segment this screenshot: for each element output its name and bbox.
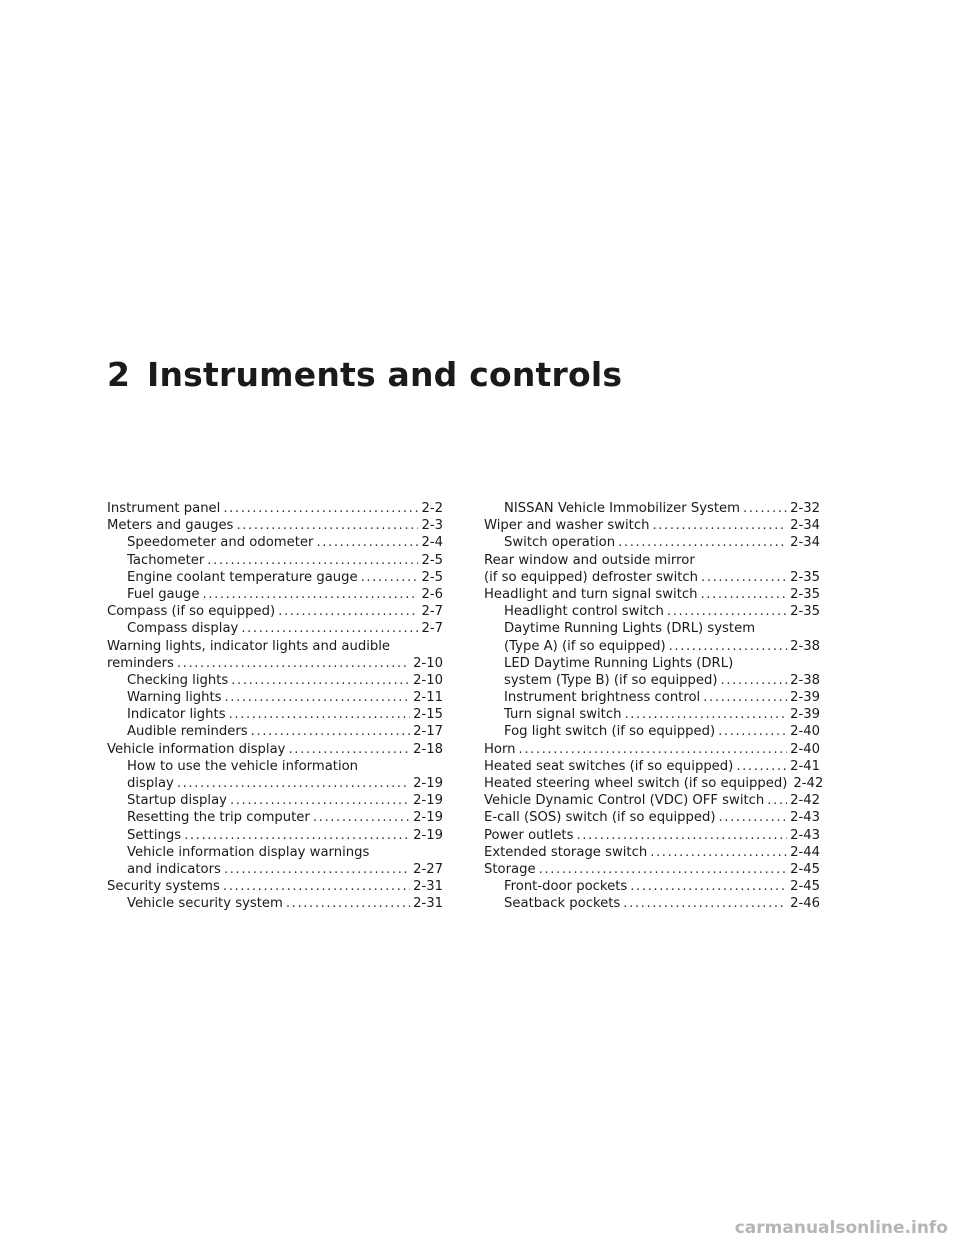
dot-leader: [743, 500, 787, 517]
toc-entry-page: 2-31: [413, 879, 443, 895]
dot-leader: [223, 878, 410, 895]
dot-leader: [313, 809, 410, 826]
toc-entry-page: 2-45: [790, 879, 820, 895]
toc-entry-page: 2-41: [790, 758, 820, 774]
toc-entry-prefix: LED Daytime Running Lights (DRL): [504, 655, 734, 671]
toc-entry[interactable]: [484, 500, 820, 517]
dot-leader: [286, 895, 410, 912]
toc-entry-title: E-call (SOS) switch (if so equipped): [484, 810, 716, 826]
dot-leader: [278, 603, 418, 620]
toc-entry[interactable]: [484, 672, 820, 689]
toc-entry[interactable]: [107, 809, 443, 826]
toc-entry[interactable]: [484, 895, 820, 912]
toc-entry-title: Indicator lights: [127, 707, 226, 723]
toc-entry-page: 2-35: [790, 604, 820, 620]
toc-entry[interactable]: [484, 603, 820, 620]
dot-leader: [224, 861, 410, 878]
toc-left-column: [107, 500, 443, 913]
dot-leader: [618, 534, 787, 551]
toc-entry-title: Compass display: [127, 621, 239, 637]
dot-leader: [241, 620, 418, 637]
toc-entry-page: 2-7: [421, 604, 443, 620]
toc-entry-title: Turn signal switch: [504, 707, 622, 723]
toc-entry-page: 2-10: [413, 655, 443, 671]
toc-entry-title: Vehicle Dynamic Control (VDC) OFF switch: [484, 793, 765, 809]
toc-entry-title: Heated steering wheel switch (if so equipped): [484, 776, 788, 792]
toc-entry[interactable]: [484, 844, 820, 861]
toc-entry-prefix: How to use the vehicle information: [127, 758, 359, 774]
toc-entry[interactable]: [107, 741, 443, 758]
toc-right-column: [484, 500, 824, 913]
dot-leader: [225, 689, 411, 706]
toc-entry-page: 2-3: [421, 518, 443, 534]
toc-entry-title: Fog light switch (if so equipped): [504, 724, 716, 740]
toc-entry-title: Vehicle security system: [127, 896, 283, 912]
toc-entry-title: Seatback pockets: [504, 896, 621, 912]
toc-entry[interactable]: [107, 500, 443, 517]
toc-entry-page: 2-31: [413, 896, 443, 912]
toc-entry-title: Instrument panel: [107, 501, 221, 516]
toc-entry-page: 2-39: [790, 690, 820, 706]
toc-entry-page: 2-19: [413, 793, 443, 809]
dot-leader: [721, 672, 788, 689]
dot-leader: [316, 534, 418, 551]
toc-entry-page: 2-7: [421, 621, 443, 637]
toc-entry[interactable]: [484, 534, 820, 551]
toc-entry-page: 2-42: [793, 776, 824, 792]
chapter-title: [107, 355, 622, 394]
toc-entry-title: Tachometer: [127, 552, 205, 568]
toc-entry[interactable]: [484, 878, 820, 895]
toc-entry-prefix: Warning lights, indicator lights and audible: [107, 638, 391, 654]
toc-entry-title: Storage: [484, 861, 536, 877]
toc-entry-prefix: Rear window and outside mirror: [484, 552, 695, 568]
toc-entry-page: 2-38: [790, 672, 820, 688]
dot-leader: [669, 638, 787, 655]
toc-entry-page: 2-42: [790, 793, 820, 809]
dot-leader: [624, 706, 787, 723]
toc-entry[interactable]: [107, 827, 443, 844]
toc-entry-title: Settings: [127, 827, 182, 843]
toc-entry-page: 2-46: [790, 896, 820, 912]
toc-entry-title: Headlight and turn signal switch: [484, 586, 698, 602]
toc-entry[interactable]: [484, 809, 820, 826]
toc-entry-title: Power outlets: [484, 827, 574, 843]
toc-entry[interactable]: [107, 878, 443, 895]
toc-entry-page: 2-40: [790, 724, 820, 740]
toc-entry-page: 2-15: [413, 707, 443, 723]
dot-leader: [203, 586, 419, 603]
toc-entry-page: 2-40: [790, 741, 820, 757]
toc-entry[interactable]: [107, 895, 443, 912]
dot-leader: [719, 809, 788, 826]
toc-entry-page: 2-11: [413, 690, 443, 706]
toc-entry-page: 2-6: [421, 586, 443, 602]
dot-leader: [736, 758, 787, 775]
toc-entry-page: 2-18: [413, 741, 443, 757]
toc-entry-prefix: Daytime Running Lights (DRL) system: [504, 621, 756, 637]
toc-entry[interactable]: [484, 689, 820, 706]
dot-leader: [703, 689, 787, 706]
toc-entry-title: Checking lights: [127, 672, 229, 688]
dot-leader: [177, 655, 410, 672]
dot-leader: [701, 569, 787, 586]
toc-entry[interactable]: [484, 706, 820, 723]
toc-entry-page: 2-19: [413, 810, 443, 826]
dot-leader: [623, 895, 787, 912]
dot-leader: [288, 741, 410, 758]
dot-leader: [667, 603, 787, 620]
dot-leader: [207, 552, 418, 569]
toc-entry-title: Speedometer and odometer: [127, 535, 314, 551]
toc-entry-title: Front-door pockets: [504, 879, 628, 895]
dot-leader: [231, 672, 410, 689]
toc-entry-title: Audible reminders: [127, 724, 248, 740]
toc-entry-page: 2-5: [421, 569, 443, 585]
toc-entry-title: NISSAN Vehicle Immobilizer System: [504, 501, 741, 516]
dot-leader: [184, 827, 410, 844]
toc-entry-title: Horn: [484, 741, 516, 757]
toc-entry-title: Switch operation: [504, 535, 616, 551]
toc-entry[interactable]: [484, 569, 820, 586]
toc-entry[interactable]: [484, 861, 820, 878]
toc-entry-title: and indicators: [127, 861, 221, 877]
toc-entry[interactable]: [107, 792, 443, 809]
toc-entry-title: Vehicle information display: [107, 741, 286, 757]
dot-leader: [229, 706, 410, 723]
toc-entry-page: 2-32: [790, 501, 820, 516]
toc-entry-title: Engine coolant temperature gauge: [127, 569, 358, 585]
toc-entry[interactable]: [107, 517, 443, 534]
toc-entry[interactable]: [107, 569, 443, 586]
dot-leader: [630, 878, 787, 895]
toc-entry-title: Instrument brightness control: [504, 690, 701, 706]
dot-leader: [519, 741, 788, 758]
toc-entry-page: 2-43: [790, 810, 820, 826]
dot-leader: [223, 500, 418, 517]
toc-entry-page: 2-27: [413, 861, 443, 877]
toc-entry[interactable]: [484, 792, 820, 809]
dot-leader: [177, 775, 410, 792]
dot-leader: [539, 861, 787, 878]
toc-entry-title: Headlight control switch: [504, 604, 664, 620]
toc-entry-title: (if so equipped) defroster switch: [484, 569, 699, 585]
toc-entry[interactable]: [107, 586, 443, 603]
toc-entry[interactable]: [484, 638, 820, 655]
toc-entry-page: 2-2: [421, 501, 443, 516]
toc-entry-title: Compass (if so equipped): [107, 604, 276, 620]
chapter-title-text: Instruments and controls: [147, 355, 623, 394]
toc-entry[interactable]: [107, 706, 443, 723]
toc-entry-title: display: [127, 776, 174, 792]
toc-entry[interactable]: [484, 586, 820, 603]
toc-entry-page: 2-34: [790, 535, 820, 551]
toc-entry-title: Extended storage switch: [484, 844, 648, 860]
dot-leader: [652, 517, 787, 534]
toc-entry[interactable]: [107, 861, 443, 878]
toc-entry-page: 2-19: [413, 827, 443, 843]
toc-entry[interactable]: [107, 603, 443, 620]
toc-entry[interactable]: [484, 827, 820, 844]
toc-entry-page: 2-45: [790, 861, 820, 877]
toc-entry[interactable]: [484, 775, 824, 792]
toc-entry[interactable]: [107, 534, 443, 551]
toc-entry[interactable]: [107, 689, 443, 706]
dot-leader: [230, 792, 410, 809]
toc-entry-page: 2-39: [790, 707, 820, 723]
toc-entry-page: 2-38: [790, 638, 820, 654]
toc-entry[interactable]: [484, 758, 820, 775]
toc-entry-title: system (Type B) (if so equipped): [504, 672, 718, 688]
dot-leader: [361, 569, 419, 586]
toc-entry-page: 2-35: [790, 586, 820, 602]
toc-entry[interactable]: [107, 655, 443, 672]
dot-leader: [576, 827, 787, 844]
toc-entry-page: 2-17: [413, 724, 443, 740]
toc-entry[interactable]: [484, 517, 820, 534]
dot-leader: [650, 844, 787, 861]
toc-entry-page: 2-5: [421, 552, 443, 568]
toc-entry-page: 2-35: [790, 569, 820, 585]
toc-entry-title: Security systems: [107, 879, 220, 895]
chapter-number: 2: [107, 355, 131, 394]
toc-entry[interactable]: [107, 775, 443, 792]
toc-entry-title: Fuel gauge: [127, 586, 200, 602]
toc-entry-page: 2-43: [790, 827, 820, 843]
toc-entry[interactable]: [484, 741, 820, 758]
toc-entry[interactable]: [107, 723, 443, 740]
toc-entry[interactable]: [107, 620, 443, 637]
toc-entry-title: (Type A) (if so equipped): [504, 638, 666, 654]
toc-entry-title: Resetting the trip computer: [127, 810, 310, 826]
toc-entry-page: 2-34: [790, 518, 820, 534]
toc-entry-page: 2-10: [413, 672, 443, 688]
toc-entry-page: 2-4: [421, 535, 443, 551]
toc-entry[interactable]: [107, 672, 443, 689]
toc-entry-title: Wiper and washer switch: [484, 518, 650, 534]
toc-entry-title: Warning lights: [127, 690, 222, 706]
toc-entry-prefix: Vehicle information display warnings: [127, 844, 370, 860]
dot-leader: [251, 723, 410, 740]
toc-entry[interactable]: [107, 552, 443, 569]
dot-leader: [700, 586, 787, 603]
toc-entry-title: Meters and gauges: [107, 518, 234, 534]
dot-leader: [767, 792, 787, 809]
toc-entry-title: reminders: [107, 655, 174, 671]
toc-entry-page: 2-19: [413, 776, 443, 792]
toc-entry-title: Startup display: [127, 793, 227, 809]
dot-leader: [718, 723, 787, 740]
toc-entry-page: 2-44: [790, 844, 820, 860]
dot-leader: [236, 517, 418, 534]
toc-entry-title: Heated seat switches (if so equipped): [484, 758, 734, 774]
watermark-logo: carmanualsonline.info: [734, 1218, 948, 1238]
toc-entry[interactable]: [484, 723, 820, 740]
